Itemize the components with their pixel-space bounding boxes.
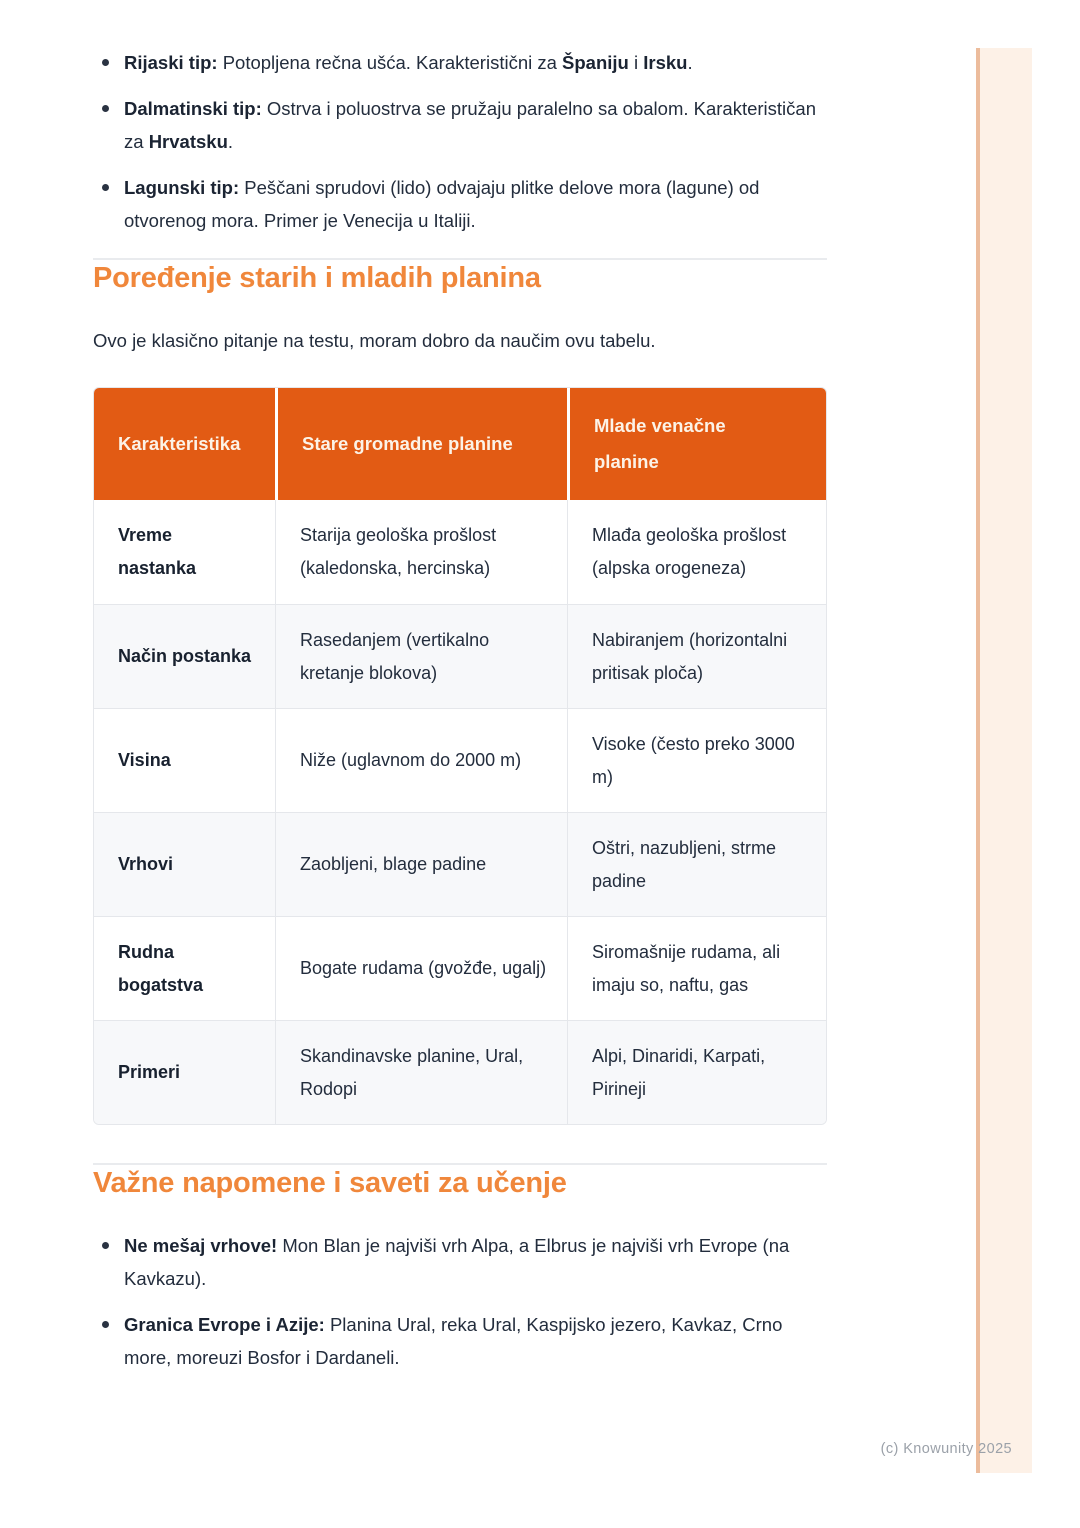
list-item-text: Peščani sprudovi (lido) odvajaju plitke delove mora (lagune) od otvorenog mora. Primer je Venecija u Italiji. xyxy=(124,177,760,231)
section-title-comparison: Poređenje starih i mladih planina xyxy=(93,262,541,294)
list-item-term: Lagunski tip: xyxy=(124,177,240,198)
table-cell-label: Primeri xyxy=(118,1062,181,1082)
table-row xyxy=(94,500,826,604)
coast-types-list xyxy=(93,46,827,237)
bullet-marker xyxy=(102,105,109,112)
table-row xyxy=(94,604,826,708)
table-cell: Starija geološka prošlost (kaledonska, hercinska) xyxy=(275,500,567,604)
table-cell-label: Visina xyxy=(118,750,171,770)
list-item-text: Mon Blan je najviši vrh Alpa, a Elbrus je najviši vrh Evrope (na Kavkazu). xyxy=(124,1235,790,1289)
list-item-bold: Španiju xyxy=(562,52,629,73)
table-header-label: Stare gromadne planine xyxy=(302,433,513,454)
list-item-text: Potopljena rečna ušća. Karakteristični za xyxy=(217,52,563,73)
copyright-note: (c) Knowunity 2025 xyxy=(880,1441,1012,1457)
list-item-text: . xyxy=(687,52,693,73)
section-intro-text: Ovo je klasično pitanje na testu, moram dobro da naučim ovu tabelu. xyxy=(93,330,656,351)
table-header-cell xyxy=(567,388,827,500)
list-item-text: . xyxy=(227,131,234,152)
list-item-term: Granica Evrope i Azije: xyxy=(124,1314,325,1335)
document-content xyxy=(93,46,827,1387)
bullet-marker xyxy=(102,1321,109,1328)
list-item-term: Rijaski tip: xyxy=(124,52,218,73)
bullet-marker xyxy=(102,59,109,66)
table-cell: Rasedanjem (vertikalno kretanje blokova) xyxy=(275,605,567,708)
table-cell-label: Način postanka xyxy=(118,646,252,666)
table-header-cell xyxy=(275,388,567,500)
list-item-term: Dalmatinski tip: xyxy=(124,98,262,119)
table-row xyxy=(94,1020,826,1124)
list-item-bold: Hrvatsku xyxy=(148,131,228,152)
table-cell-label: Rudna bogatstva xyxy=(118,941,204,995)
notes-list xyxy=(93,1229,827,1374)
list-item xyxy=(93,1308,827,1374)
table-cell: Niže (uglavnom do 2000 m) xyxy=(275,709,567,812)
list-item-term: Ne mešaj vrhove! xyxy=(124,1235,278,1256)
bullet-marker xyxy=(102,184,109,191)
table-header-cell xyxy=(94,388,275,500)
table-cell: Skandinavske planine, Ural, Rodopi xyxy=(275,1021,567,1124)
page-edge-strip xyxy=(980,48,1032,1473)
table-cell: Mlađa geološka prošlost (alpska orogeneza) xyxy=(567,500,827,604)
table-cell: Nabiranjem (horizontalni pritisak ploča) xyxy=(567,605,827,708)
table-cell: Oštri, nazubljeni, strme padine xyxy=(567,813,827,916)
table-row xyxy=(94,812,826,916)
list-item xyxy=(93,171,827,237)
table-cell: Bogate rudama (gvožđe, ugalj) xyxy=(275,917,567,1020)
table-cell: Visoke (često preko 3000 m) xyxy=(567,709,827,812)
list-item xyxy=(93,92,827,158)
list-item-text: Planina Ural, reka Ural, Kaspijsko jezero, Kavkaz, Crno more, moreuzi Bosfor i Dardaneli. xyxy=(124,1314,783,1368)
list-item-text: Ostrva i poluostrva se pružaju paralelno sa obalom. Karakterističan za xyxy=(124,98,816,152)
table-header-label: Karakteristika xyxy=(118,433,241,454)
table-row xyxy=(94,708,826,812)
table-header-row xyxy=(94,388,826,500)
bullet-marker xyxy=(102,1242,109,1249)
table-header-label: Mlade venačne planine xyxy=(594,415,726,472)
table-cell: Alpi, Dinaridi, Karpati, Pirineji xyxy=(567,1021,827,1124)
table-cell-label: Vrhovi xyxy=(118,854,174,874)
table-row xyxy=(94,916,826,1020)
list-item xyxy=(93,1229,827,1295)
table-cell: Zaobljeni, blage padine xyxy=(275,813,567,916)
section-title-notes: Važne napomene i saveti za učenje xyxy=(93,1167,567,1199)
list-item-bold: Irsku xyxy=(643,52,688,73)
list-item xyxy=(93,46,827,79)
list-item-text: i xyxy=(628,52,644,73)
table-cell-label: Vreme nastanka xyxy=(118,525,197,578)
comparison-table xyxy=(93,387,827,1125)
table-cell: Siromašnije rudama, ali imaju so, naftu, gas xyxy=(567,917,827,1020)
